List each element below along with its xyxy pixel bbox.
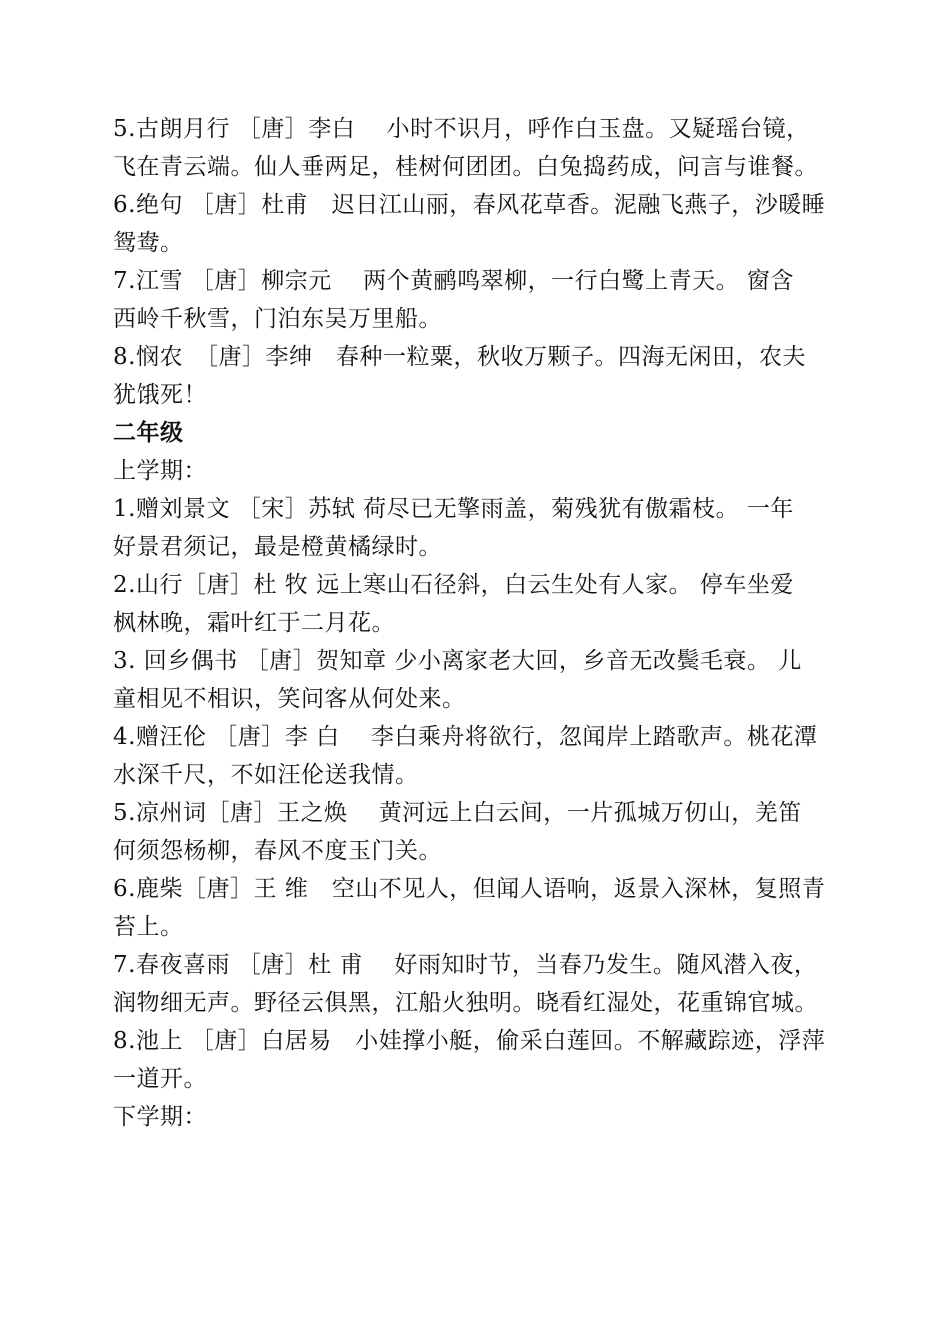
semester-label: 下学期： (113, 1104, 207, 1130)
poem-line: 2.山行［唐］杜 牧 远上寒山石径斜，白云生处有人家。 停车坐爱 (113, 572, 794, 598)
grade-heading: 二年级 (113, 420, 184, 446)
poem-line: 5.古朗月行 ［唐］李白 小时不识月，呼作白玉盘。又疑瑶台镜， (113, 116, 810, 142)
poem-line: 何须怨杨柳，春风不度玉门关。 (113, 838, 442, 864)
document-page (113, 110, 839, 1136)
poem-line: 8.池上 ［唐］白居易 小娃撑小艇，偷采白莲回。不解藏踪迹，浮萍 (113, 1028, 826, 1054)
poem-line: 鸳鸯。 (113, 230, 184, 256)
poem-line: 童相见不相识，笑问客从何处来。 (113, 686, 466, 712)
poem-line: 1.赠刘景文 ［宋］苏轼 荷尽已无擎雨盖，菊残犹有傲霜枝。 一年 (113, 496, 794, 522)
poem-line: 润物细无声。野径云俱黑，江船火独明。晓看红湿处，花重锦官城。 (113, 990, 818, 1016)
poem-line: 苔上。 (113, 914, 184, 940)
poem-line: 7.春夜喜雨 ［唐］杜 甫 好雨知时节，当春乃发生。随风潜入夜， (113, 952, 818, 978)
semester-label: 上学期： (113, 458, 207, 484)
poem-line: 枫林晚，霜叶红于二月花。 (113, 610, 395, 636)
poem-line: 水深千尺，不如汪伦送我情。 (113, 762, 419, 788)
poem-line: 5.凉州词［唐］王之焕 黄河远上白云间，一片孤城万仞山，羌笛 (113, 800, 802, 826)
poem-line: 西岭千秋雪，门泊东吴万里船。 (113, 306, 442, 332)
poem-line: 6.绝句 ［唐］杜甫 迟日江山丽，春风花草香。泥融飞燕子，沙暖睡 (113, 192, 826, 218)
poem-line: 飞在青云端。仙人垂两足，桂树何团团。白兔捣药成，问言与谁餐。 (113, 154, 818, 180)
poem-line: 6.鹿柴［唐］王 维 空山不见人，但闻人语响，返景入深林，复照青 (113, 876, 826, 902)
poem-line: 犹饿死！ (113, 382, 207, 408)
poem-line: 3. 回乡偶书 ［唐］贺知章 少小离家老大回，乡音无改鬓毛衰。 儿 (113, 648, 802, 674)
poem-line: 好景君须记，最是橙黄橘绿时。 (113, 534, 442, 560)
poem-line: 7.江雪 ［唐］柳宗元 两个黄鹂鸣翠柳，一行白鹭上青天。 窗含 (113, 268, 794, 294)
poem-line: 8.悯农 ［唐］李绅 春种一粒粟，秋收万颗子。四海无闲田，农夫 (113, 344, 806, 370)
poem-line: 一道开。 (113, 1066, 207, 1092)
poem-line: 4.赠汪伦 ［唐］李 白 李白乘舟将欲行，忽闻岸上踏歌声。桃花潭 (113, 724, 818, 750)
